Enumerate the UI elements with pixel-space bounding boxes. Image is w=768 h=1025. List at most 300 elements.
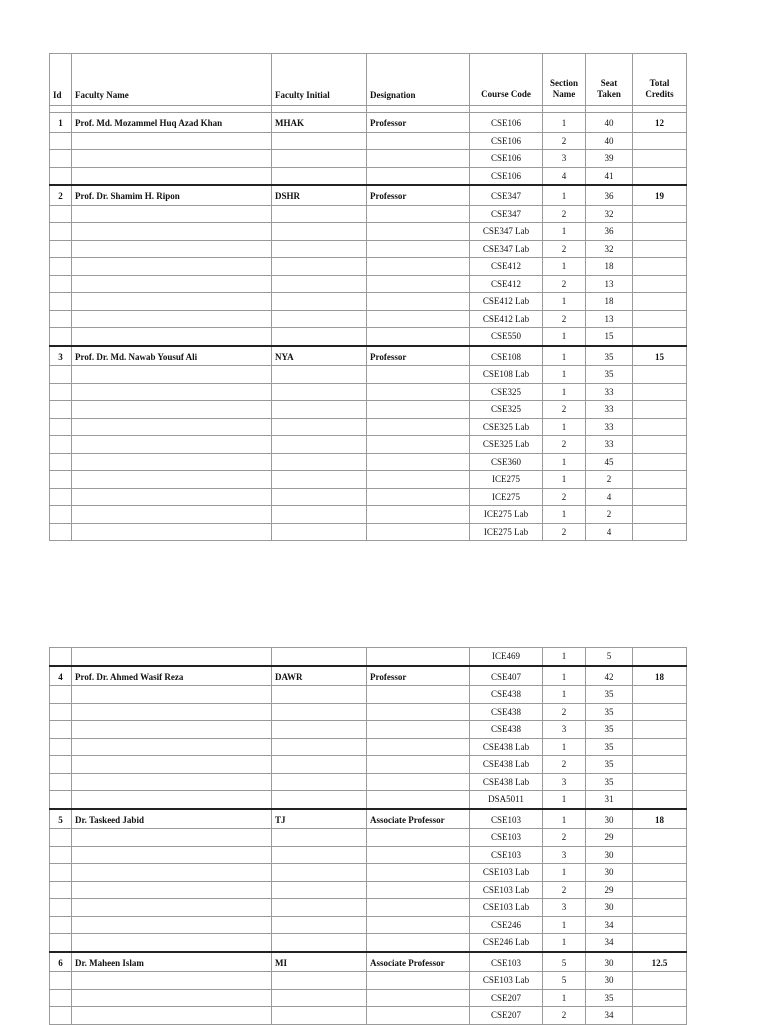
section-cell: 1 xyxy=(543,864,586,882)
faculty-name-cell xyxy=(72,791,272,809)
designation-cell xyxy=(367,881,470,899)
seat-taken-cell: 30 xyxy=(586,846,633,864)
seat-taken-cell: 18 xyxy=(586,258,633,276)
id-cell xyxy=(50,471,72,489)
faculty-name-cell xyxy=(72,453,272,471)
faculty-name-cell xyxy=(72,648,272,666)
section-cell: 1 xyxy=(543,113,586,133)
header-section-line2: Name xyxy=(552,89,576,99)
section-cell: 2 xyxy=(543,881,586,899)
table-row xyxy=(50,738,687,756)
faculty-initial-cell xyxy=(272,205,367,223)
course-code-cell: CSE246 Lab xyxy=(470,934,543,952)
table-row xyxy=(50,791,687,809)
table-row xyxy=(50,205,687,223)
faculty-name-cell xyxy=(72,205,272,223)
designation-cell xyxy=(367,738,470,756)
faculty-name-cell xyxy=(72,721,272,739)
course-code-cell: CSE325 xyxy=(470,383,543,401)
header-seat-taken xyxy=(586,54,633,106)
faculty-name-cell xyxy=(72,899,272,917)
id-cell: 6 xyxy=(50,952,72,972)
id-cell: 2 xyxy=(50,185,72,205)
total-credits-cell xyxy=(633,773,687,791)
course-code-cell: CSE360 xyxy=(470,453,543,471)
id-cell xyxy=(50,240,72,258)
id-cell xyxy=(50,738,72,756)
faculty-initial-cell xyxy=(272,686,367,704)
table-row xyxy=(50,881,687,899)
header-id: Id xyxy=(50,54,72,106)
id-cell xyxy=(50,488,72,506)
total-credits-cell xyxy=(633,293,687,311)
table-row xyxy=(50,952,687,972)
header-credits-line1: Total xyxy=(649,78,670,88)
total-credits-cell xyxy=(633,310,687,328)
table-row xyxy=(50,418,687,436)
faculty-name-cell xyxy=(72,293,272,311)
table-row xyxy=(50,773,687,791)
designation-cell xyxy=(367,1007,470,1025)
faculty-name-cell xyxy=(72,167,272,185)
section-cell: 1 xyxy=(543,346,586,366)
id-cell xyxy=(50,916,72,934)
seat-taken-cell: 34 xyxy=(586,1007,633,1025)
faculty-name-cell xyxy=(72,258,272,276)
id-cell xyxy=(50,167,72,185)
faculty-initial-cell xyxy=(272,223,367,241)
total-credits-cell xyxy=(633,506,687,524)
seat-taken-cell: 35 xyxy=(586,721,633,739)
total-credits-cell xyxy=(633,132,687,150)
designation-cell xyxy=(367,240,470,258)
faculty-load-table-page-2 xyxy=(49,647,687,1025)
section-cell: 3 xyxy=(543,721,586,739)
designation-cell xyxy=(367,686,470,704)
course-code-cell: CSE325 Lab xyxy=(470,436,543,454)
table-row xyxy=(50,346,687,366)
faculty-initial-cell xyxy=(272,773,367,791)
designation-cell: Professor xyxy=(367,346,470,366)
faculty-name-cell: Prof. Md. Mozammel Huq Azad Khan xyxy=(72,113,272,133)
course-code-cell: CSE106 xyxy=(470,132,543,150)
faculty-initial-cell xyxy=(272,506,367,524)
section-cell: 1 xyxy=(543,934,586,952)
designation-cell xyxy=(367,471,470,489)
id-cell xyxy=(50,132,72,150)
seat-taken-cell: 5 xyxy=(586,648,633,666)
designation-cell xyxy=(367,223,470,241)
designation-cell xyxy=(367,934,470,952)
course-code-cell: CSE103 xyxy=(470,846,543,864)
section-cell: 1 xyxy=(543,648,586,666)
course-code-cell: CSE103 Lab xyxy=(470,864,543,882)
faculty-initial-cell xyxy=(272,275,367,293)
seat-taken-cell: 35 xyxy=(586,756,633,774)
faculty-name-cell xyxy=(72,488,272,506)
seat-taken-cell: 30 xyxy=(586,864,633,882)
course-code-cell: ICE275 xyxy=(470,488,543,506)
section-cell: 1 xyxy=(543,258,586,276)
faculty-name-cell xyxy=(72,773,272,791)
seat-taken-cell: 30 xyxy=(586,952,633,972)
faculty-initial-cell xyxy=(272,864,367,882)
total-credits-cell xyxy=(633,703,687,721)
section-cell: 1 xyxy=(543,453,586,471)
designation-cell xyxy=(367,773,470,791)
faculty-name-cell xyxy=(72,756,272,774)
designation-cell xyxy=(367,132,470,150)
table-row xyxy=(50,113,687,133)
designation-cell xyxy=(367,167,470,185)
id-cell: 5 xyxy=(50,809,72,829)
id-cell xyxy=(50,721,72,739)
total-credits-cell xyxy=(633,1007,687,1025)
seat-taken-cell: 34 xyxy=(586,934,633,952)
section-cell: 3 xyxy=(543,773,586,791)
section-cell: 2 xyxy=(543,703,586,721)
faculty-initial-cell xyxy=(272,258,367,276)
section-cell: 2 xyxy=(543,275,586,293)
id-cell xyxy=(50,258,72,276)
section-cell: 2 xyxy=(543,205,586,223)
id-cell xyxy=(50,989,72,1007)
header-spacer-row xyxy=(50,106,687,113)
table-row xyxy=(50,846,687,864)
seat-taken-cell: 4 xyxy=(586,488,633,506)
course-code-cell: CSE106 xyxy=(470,150,543,168)
faculty-initial-cell xyxy=(272,648,367,666)
section-cell: 2 xyxy=(543,829,586,847)
table-row xyxy=(50,1007,687,1025)
designation-cell xyxy=(367,328,470,346)
faculty-initial-cell xyxy=(272,453,367,471)
table-row xyxy=(50,293,687,311)
faculty-name-cell: Prof. Dr. Shamim H. Ripon xyxy=(72,185,272,205)
faculty-name-cell: Dr. Maheen Islam xyxy=(72,952,272,972)
total-credits-cell xyxy=(633,738,687,756)
table-row xyxy=(50,471,687,489)
faculty-name-cell xyxy=(72,686,272,704)
table-row xyxy=(50,506,687,524)
faculty-name-cell xyxy=(72,366,272,384)
course-code-cell: CSE412 xyxy=(470,258,543,276)
faculty-name-cell xyxy=(72,436,272,454)
section-cell: 2 xyxy=(543,488,586,506)
section-cell: 1 xyxy=(543,809,586,829)
table-row xyxy=(50,240,687,258)
faculty-initial-cell: DSHR xyxy=(272,185,367,205)
course-code-cell: CSE108 Lab xyxy=(470,366,543,384)
seat-taken-cell: 35 xyxy=(586,346,633,366)
course-code-cell: CSE106 xyxy=(470,113,543,133)
section-cell: 1 xyxy=(543,916,586,934)
course-code-cell: CSE325 xyxy=(470,401,543,419)
total-credits-cell xyxy=(633,205,687,223)
designation-cell xyxy=(367,916,470,934)
course-code-cell: CSE412 xyxy=(470,275,543,293)
table-row xyxy=(50,989,687,1007)
designation-cell xyxy=(367,366,470,384)
table-row xyxy=(50,150,687,168)
course-code-cell: CSE103 Lab xyxy=(470,881,543,899)
faculty-initial-cell xyxy=(272,721,367,739)
faculty-name-cell xyxy=(72,418,272,436)
id-cell xyxy=(50,773,72,791)
total-credits-cell xyxy=(633,934,687,952)
section-cell: 1 xyxy=(543,686,586,704)
faculty-load-table-page-1 xyxy=(49,53,687,541)
faculty-name-cell xyxy=(72,240,272,258)
seat-taken-cell: 18 xyxy=(586,293,633,311)
header-total-credits xyxy=(633,54,687,106)
course-code-cell: ICE469 xyxy=(470,648,543,666)
faculty-initial-cell xyxy=(272,972,367,990)
table-row xyxy=(50,310,687,328)
course-code-cell: CSE550 xyxy=(470,328,543,346)
faculty-name-cell xyxy=(72,972,272,990)
total-credits-cell xyxy=(633,648,687,666)
faculty-name-cell xyxy=(72,703,272,721)
total-credits-cell: 19 xyxy=(633,185,687,205)
course-code-cell: CSE407 xyxy=(470,666,543,686)
table-row xyxy=(50,648,687,666)
faculty-name-cell xyxy=(72,383,272,401)
table-row xyxy=(50,366,687,384)
designation-cell xyxy=(367,401,470,419)
designation-cell xyxy=(367,972,470,990)
total-credits-cell xyxy=(633,328,687,346)
section-cell: 1 xyxy=(543,418,586,436)
seat-taken-cell: 4 xyxy=(586,523,633,541)
section-cell: 1 xyxy=(543,791,586,809)
course-code-cell: CSE246 xyxy=(470,916,543,934)
faculty-name-cell xyxy=(72,150,272,168)
section-cell: 4 xyxy=(543,167,586,185)
designation-cell xyxy=(367,506,470,524)
header-designation: Designation xyxy=(367,54,470,106)
header-seat-line2: Taken xyxy=(597,89,621,99)
total-credits-cell xyxy=(633,223,687,241)
id-cell xyxy=(50,328,72,346)
total-credits-cell xyxy=(633,366,687,384)
section-cell: 1 xyxy=(543,989,586,1007)
faculty-name-cell xyxy=(72,506,272,524)
table-row xyxy=(50,328,687,346)
faculty-initial-cell xyxy=(272,436,367,454)
seat-taken-cell: 31 xyxy=(586,791,633,809)
id-cell xyxy=(50,829,72,847)
designation-cell xyxy=(367,756,470,774)
designation-cell: Professor xyxy=(367,185,470,205)
seat-taken-cell: 40 xyxy=(586,132,633,150)
faculty-name-cell xyxy=(72,738,272,756)
course-code-cell: CSE412 Lab xyxy=(470,293,543,311)
header-row xyxy=(50,54,687,106)
faculty-initial-cell xyxy=(272,738,367,756)
section-cell: 1 xyxy=(543,328,586,346)
course-code-cell: CSE106 xyxy=(470,167,543,185)
course-code-cell: CSE103 xyxy=(470,829,543,847)
designation-cell xyxy=(367,436,470,454)
faculty-initial-cell xyxy=(272,703,367,721)
designation-cell: Associate Professor xyxy=(367,952,470,972)
table-row xyxy=(50,703,687,721)
section-cell: 1 xyxy=(543,293,586,311)
id-cell xyxy=(50,648,72,666)
faculty-name-cell xyxy=(72,310,272,328)
designation-cell xyxy=(367,293,470,311)
total-credits-cell xyxy=(633,453,687,471)
total-credits-cell xyxy=(633,756,687,774)
total-credits-cell: 12 xyxy=(633,113,687,133)
seat-taken-cell: 2 xyxy=(586,506,633,524)
total-credits-cell xyxy=(633,721,687,739)
seat-taken-cell: 30 xyxy=(586,809,633,829)
course-code-cell: ICE275 Lab xyxy=(470,506,543,524)
seat-taken-cell: 33 xyxy=(586,401,633,419)
course-code-cell: CSE207 xyxy=(470,1007,543,1025)
header-course-code: Course Code xyxy=(470,54,543,106)
faculty-initial-cell xyxy=(272,150,367,168)
header-faculty-name: Faculty Name xyxy=(72,54,272,106)
course-code-cell: CSE438 xyxy=(470,721,543,739)
seat-taken-cell: 39 xyxy=(586,150,633,168)
designation-cell: Associate Professor xyxy=(367,809,470,829)
seat-taken-cell: 33 xyxy=(586,436,633,454)
table-row xyxy=(50,223,687,241)
designation-cell xyxy=(367,150,470,168)
id-cell xyxy=(50,453,72,471)
section-cell: 2 xyxy=(543,756,586,774)
table-row xyxy=(50,488,687,506)
faculty-initial-cell xyxy=(272,846,367,864)
seat-taken-cell: 33 xyxy=(586,383,633,401)
id-cell xyxy=(50,418,72,436)
id-cell xyxy=(50,223,72,241)
seat-taken-cell: 33 xyxy=(586,418,633,436)
id-cell xyxy=(50,1007,72,1025)
course-code-cell: CSE438 xyxy=(470,703,543,721)
id-cell xyxy=(50,934,72,952)
section-cell: 1 xyxy=(543,666,586,686)
course-code-cell: CSE103 Lab xyxy=(470,899,543,917)
course-code-cell: CSE207 xyxy=(470,989,543,1007)
id-cell xyxy=(50,881,72,899)
total-credits-cell xyxy=(633,150,687,168)
total-credits-cell: 18 xyxy=(633,666,687,686)
table-row xyxy=(50,275,687,293)
total-credits-cell xyxy=(633,989,687,1007)
designation-cell xyxy=(367,205,470,223)
seat-taken-cell: 36 xyxy=(586,223,633,241)
header-section-name xyxy=(543,54,586,106)
designation-cell xyxy=(367,989,470,1007)
faculty-initial-cell xyxy=(272,418,367,436)
id-cell xyxy=(50,506,72,524)
table-row xyxy=(50,829,687,847)
seat-taken-cell: 34 xyxy=(586,916,633,934)
course-code-cell: CSE347 Lab xyxy=(470,240,543,258)
id-cell xyxy=(50,150,72,168)
faculty-name-cell xyxy=(72,223,272,241)
faculty-initial-cell xyxy=(272,881,367,899)
section-cell: 3 xyxy=(543,150,586,168)
id-cell xyxy=(50,293,72,311)
id-cell xyxy=(50,972,72,990)
course-code-cell: CSE438 Lab xyxy=(470,773,543,791)
id-cell xyxy=(50,703,72,721)
designation-cell xyxy=(367,453,470,471)
id-cell xyxy=(50,275,72,293)
faculty-name-cell: Prof. Dr. Md. Nawab Yousuf Ali xyxy=(72,346,272,366)
course-code-cell: CSE438 Lab xyxy=(470,738,543,756)
course-code-cell: CSE103 xyxy=(470,809,543,829)
faculty-name-cell xyxy=(72,523,272,541)
course-code-cell: CSE103 Lab xyxy=(470,972,543,990)
course-code-cell: CSE347 xyxy=(470,205,543,223)
faculty-initial-cell xyxy=(272,310,367,328)
course-code-cell: CSE412 Lab xyxy=(470,310,543,328)
seat-taken-cell: 32 xyxy=(586,205,633,223)
table-row xyxy=(50,972,687,990)
total-credits-cell xyxy=(633,846,687,864)
course-code-cell: CSE347 xyxy=(470,185,543,205)
total-credits-cell xyxy=(633,523,687,541)
table-row xyxy=(50,809,687,829)
section-cell: 2 xyxy=(543,310,586,328)
faculty-name-cell xyxy=(72,916,272,934)
faculty-initial-cell xyxy=(272,899,367,917)
designation-cell xyxy=(367,846,470,864)
section-cell: 1 xyxy=(543,738,586,756)
seat-taken-cell: 35 xyxy=(586,703,633,721)
designation-cell xyxy=(367,899,470,917)
table-row xyxy=(50,436,687,454)
designation-cell: Professor xyxy=(367,113,470,133)
table-row xyxy=(50,864,687,882)
faculty-initial-cell xyxy=(272,756,367,774)
header-faculty-initial: Faculty Initial xyxy=(272,54,367,106)
faculty-initial-cell xyxy=(272,1007,367,1025)
table-row xyxy=(50,185,687,205)
total-credits-cell xyxy=(633,383,687,401)
faculty-initial-cell xyxy=(272,401,367,419)
designation-cell: Professor xyxy=(367,666,470,686)
faculty-name-cell xyxy=(72,471,272,489)
total-credits-cell: 18 xyxy=(633,809,687,829)
seat-taken-cell: 35 xyxy=(586,989,633,1007)
faculty-name-cell: Dr. Taskeed Jabid xyxy=(72,809,272,829)
total-credits-cell xyxy=(633,864,687,882)
course-code-cell: ICE275 Lab xyxy=(470,523,543,541)
section-cell: 3 xyxy=(543,846,586,864)
designation-cell xyxy=(367,488,470,506)
faculty-initial-cell xyxy=(272,132,367,150)
designation-cell xyxy=(367,258,470,276)
faculty-initial-cell xyxy=(272,989,367,1007)
total-credits-cell xyxy=(633,686,687,704)
designation-cell xyxy=(367,721,470,739)
faculty-initial-cell: MI xyxy=(272,952,367,972)
id-cell xyxy=(50,366,72,384)
seat-taken-cell: 40 xyxy=(586,113,633,133)
seat-taken-cell: 35 xyxy=(586,366,633,384)
id-cell xyxy=(50,846,72,864)
header-credits-line2: Credits xyxy=(645,89,674,99)
section-cell: 1 xyxy=(543,471,586,489)
section-cell: 1 xyxy=(543,506,586,524)
